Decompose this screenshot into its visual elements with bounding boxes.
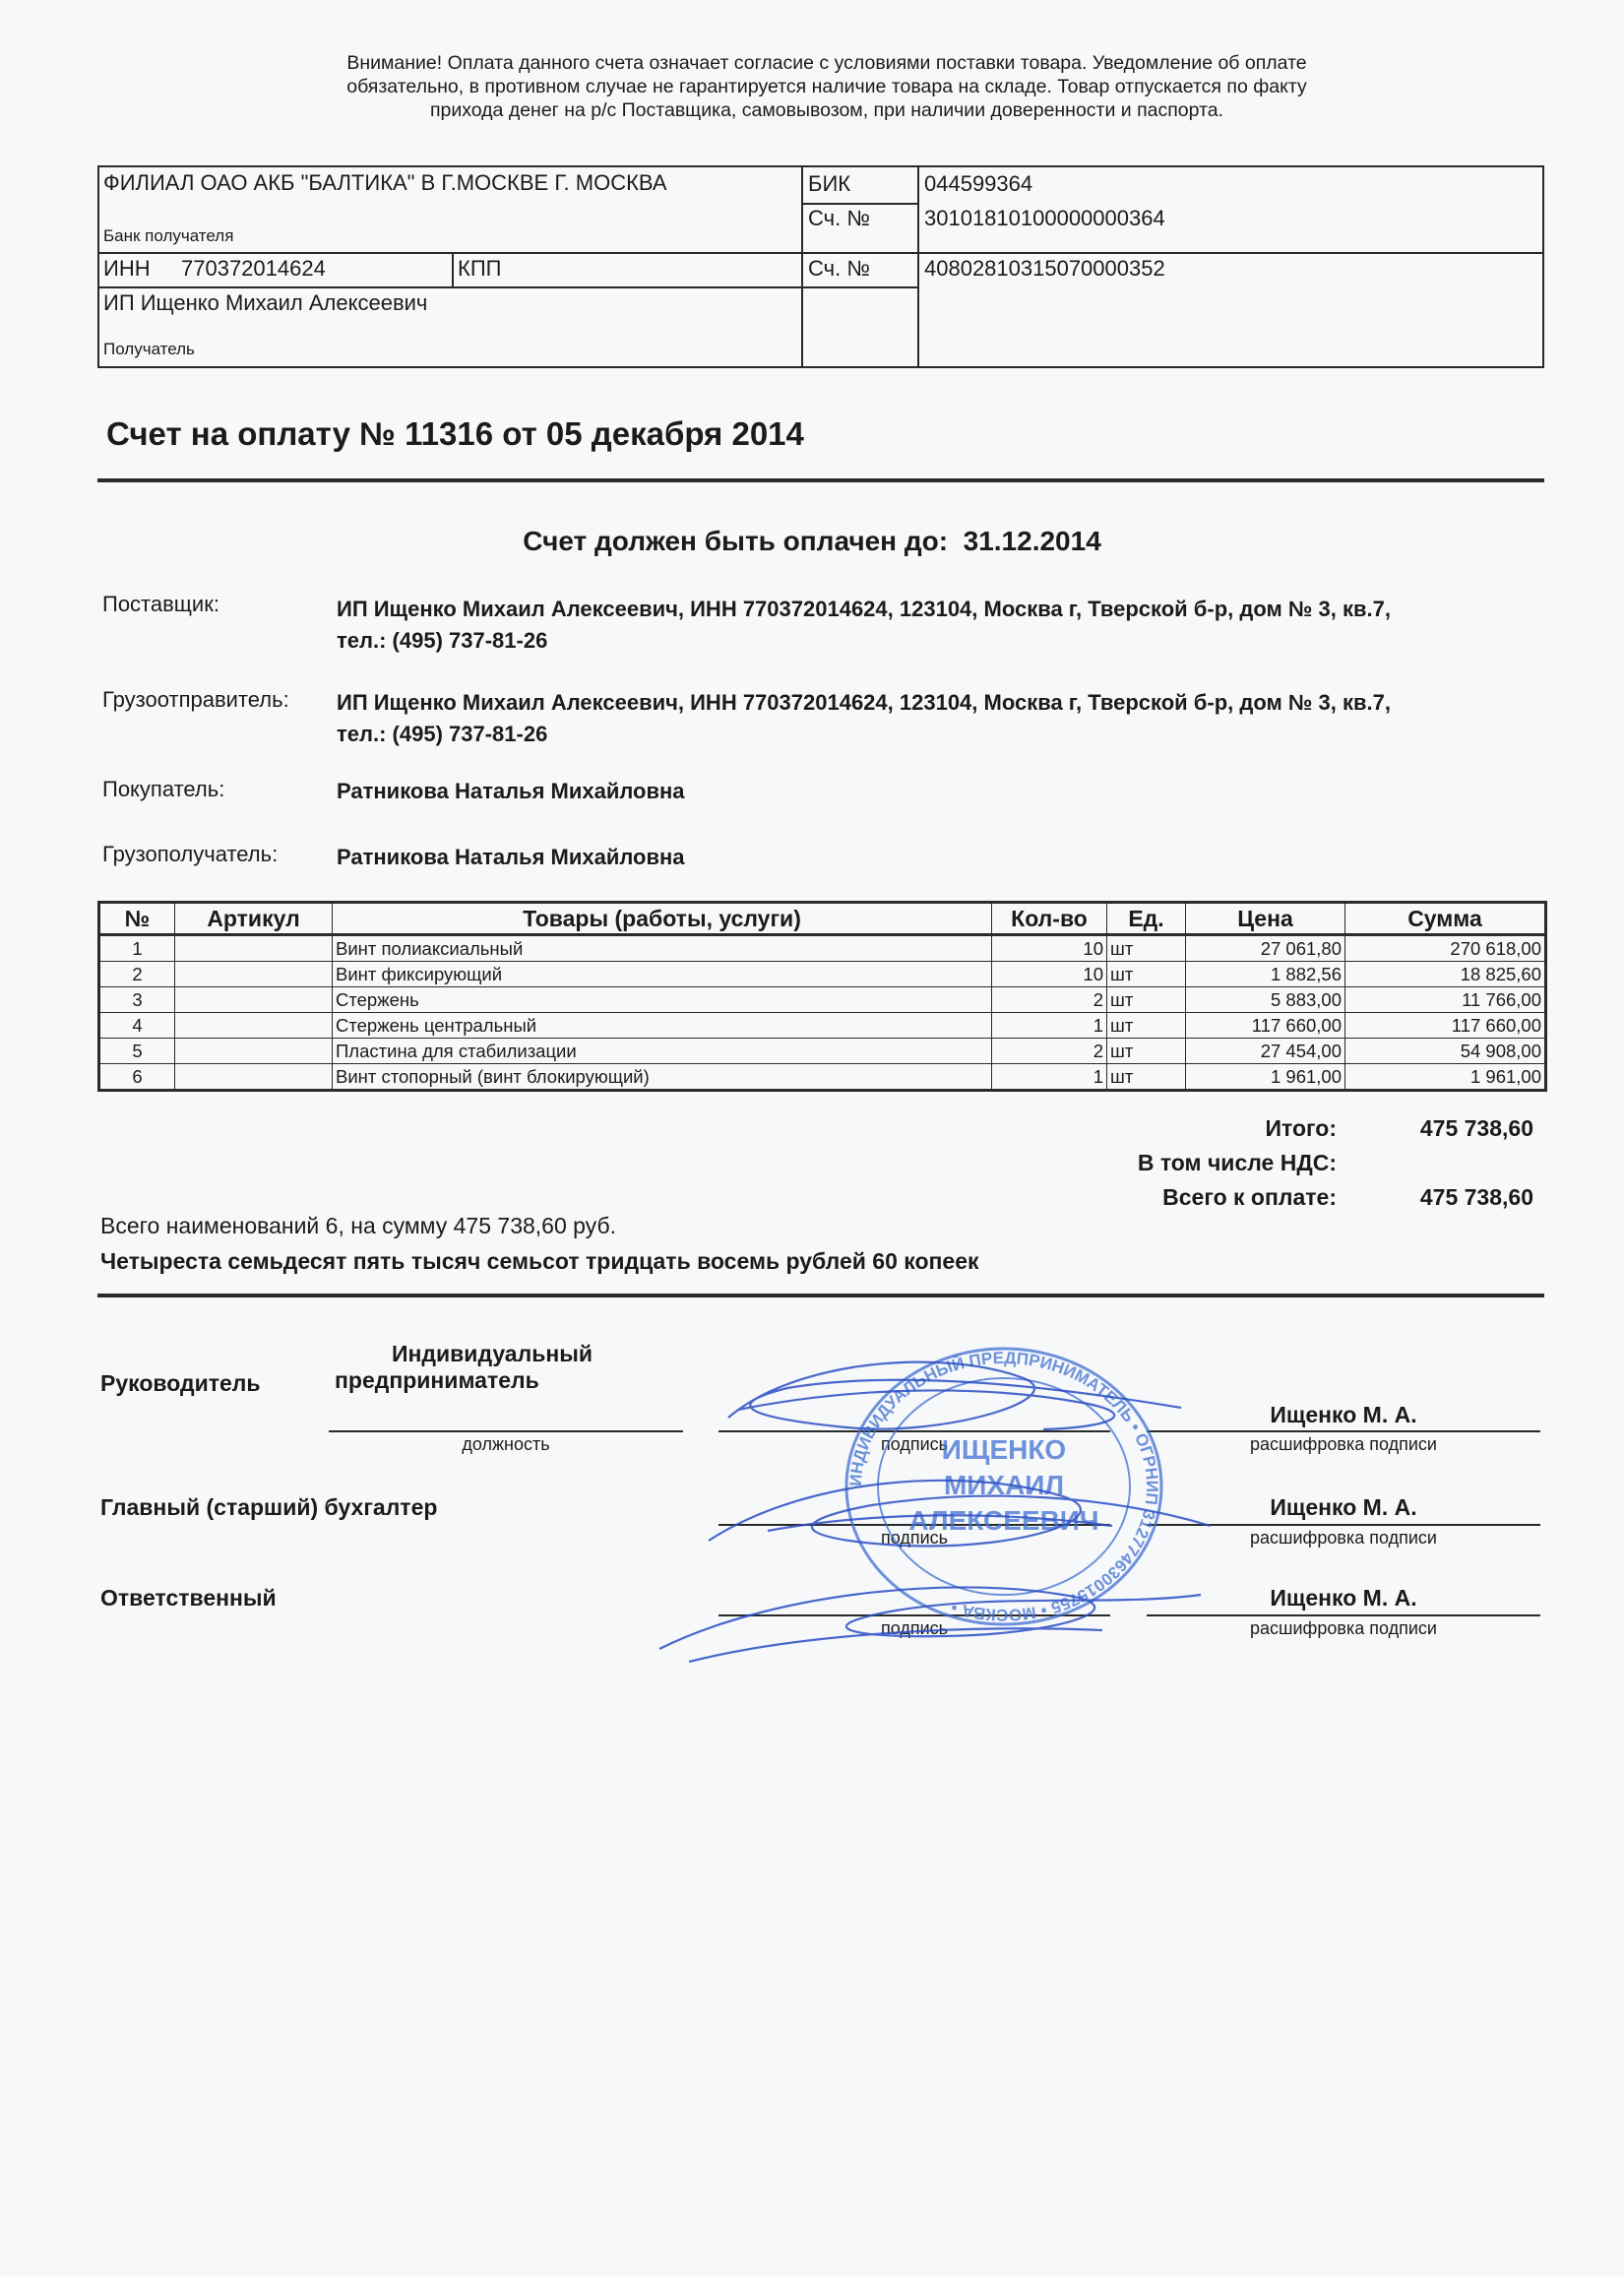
responsible-signature-caption: подпись — [880, 1618, 949, 1638]
table-row — [99, 962, 1546, 987]
col-header-unit: Ед. — [1107, 903, 1186, 935]
payable-value: 475 738,60 — [1419, 1184, 1533, 1210]
col-header-sum: Сумма — [1345, 903, 1546, 935]
shipper-line-2: тел.: (495) 737-81-26 — [337, 722, 548, 746]
row-article — [175, 1013, 333, 1039]
row-unit: шт — [1107, 1064, 1186, 1091]
handwritten-signatures — [650, 1349, 1240, 1674]
accountant-name: Ищенко М. А. — [1270, 1494, 1417, 1520]
row-article — [175, 987, 333, 1013]
buyer-value: Ратникова Наталья Михайловна — [337, 779, 685, 803]
row-name: Стержень центральный — [333, 1013, 992, 1039]
stamp-line-2: МИХАИЛ — [943, 1470, 1065, 1500]
row-name: Пластина для стабилизации — [333, 1039, 992, 1064]
row-article — [175, 962, 333, 987]
total-value: 475 738,60 — [1419, 1115, 1533, 1141]
payment-notice — [295, 51, 1358, 122]
row-sum: 117 660,00 — [1345, 1013, 1546, 1039]
table-row — [99, 1013, 1546, 1039]
stamp-ring-text: ИНДИВИДУАЛЬНЫЙ ПРЕДПРИНИМАТЕЛЬ • ОГРНИП 312774630015755 • МОСКВА • — [845, 1348, 1162, 1625]
col-header-article: Артикул — [175, 903, 333, 935]
position-caption: должность — [462, 1434, 550, 1454]
vat-label: В том числе НДС: — [1137, 1150, 1337, 1175]
buyer-label: Покупатель: — [102, 777, 225, 801]
responsible-signature-scribble — [659, 1587, 1201, 1649]
corr-account-value: 30101810100000000364 — [924, 206, 1165, 230]
supplier-value — [337, 594, 1537, 657]
row-qty: 10 — [992, 962, 1107, 987]
row-number: 6 — [99, 1064, 175, 1091]
row-price: 117 660,00 — [1186, 1013, 1345, 1039]
row-price: 1 961,00 — [1186, 1064, 1345, 1091]
supplier-line-2: тел.: (495) 737-81-26 — [337, 628, 548, 653]
due-date-label: Счет должен быть оплачен до: — [523, 526, 949, 556]
responsible-signature-stroke — [689, 1628, 1102, 1662]
head-position — [335, 1341, 689, 1394]
position-line — [329, 1430, 683, 1432]
row-name: Винт стопорный (винт блокирующий) — [333, 1064, 992, 1091]
row-article — [175, 1064, 333, 1091]
recipient-name: ИП Ищенко Михаил Алексеевич — [103, 290, 428, 315]
row-number: 2 — [99, 962, 175, 987]
row-sum: 1 961,00 — [1345, 1064, 1546, 1091]
col-header-price: Цена — [1186, 903, 1345, 935]
notice-line-3: прихода денег на р/с Поставщика, самовывозом, при наличии доверенности и паспорта. — [429, 99, 1224, 121]
row-unit: шт — [1107, 935, 1186, 962]
table-row — [99, 1039, 1546, 1064]
row-number: 5 — [99, 1039, 175, 1064]
notice-line-2: обязательно, в противном случае не гарантируется наличие товара на складе. Товар отпускается по факту — [346, 76, 1307, 97]
head-label: Руководитель — [100, 1370, 261, 1396]
bank-label: Банк получателя — [103, 226, 234, 245]
row-article — [175, 1039, 333, 1064]
accountant-signature-caption: подпись — [880, 1528, 949, 1548]
responsible-name: Ищенко М. А. — [1270, 1585, 1417, 1611]
table-row — [99, 987, 1546, 1013]
accountant-decode-caption: расшифровка подписи — [1250, 1528, 1437, 1548]
bank-details-table — [97, 165, 1544, 368]
invoice-title: Счет на оплату № 11316 от 05 декабря 2014 — [106, 415, 804, 452]
responsible-decode-caption: расшифровка подписи — [1250, 1618, 1437, 1638]
stamp-line-3: АЛЕКСЕЕВИЧ — [908, 1505, 1099, 1536]
head-position-line-1: Индивидуальный — [392, 1341, 593, 1366]
table-header-row — [99, 903, 1546, 935]
amount-in-words: Четыреста семьдесят пять тысяч семьсот тридцать восемь рублей 60 копеек — [100, 1248, 979, 1274]
row-unit: шт — [1107, 987, 1186, 1013]
row-unit: шт — [1107, 962, 1186, 987]
row-qty: 2 — [992, 987, 1107, 1013]
row-number: 1 — [99, 935, 175, 962]
head-name: Ищенко М. А. — [1270, 1402, 1417, 1427]
row-qty: 1 — [992, 1013, 1107, 1039]
inn-value: 770372014624 — [181, 256, 326, 281]
col-header-qty: Кол-во — [992, 903, 1107, 935]
payable-label: Всего к оплате: — [1162, 1184, 1337, 1210]
row-price: 1 882,56 — [1186, 962, 1345, 987]
accountant-signature-scribble — [709, 1481, 1211, 1547]
shipper-label: Грузоотправитель: — [102, 687, 289, 712]
table-row — [99, 935, 1546, 962]
bank-name: ФИЛИАЛ ОАО АКБ "БАЛТИКА" В Г.МОСКВЕ Г. МОСКВА — [103, 170, 667, 195]
stamp-line-1: ИЩЕНКО — [941, 1434, 1067, 1465]
bik-value: 044599364 — [924, 171, 1033, 196]
items-table — [97, 901, 1547, 1092]
row-number: 3 — [99, 987, 175, 1013]
shipper-line-1: ИП Ищенко Михаил Алексеевич, ИНН 770372014624, 123104, Москва г, Тверской б-р, дом № 3, кв.7, — [337, 690, 1391, 715]
notice-line-1: Внимание! Оплата данного счета означает согласие с условиями поставки товара. Уведомление об оплате — [346, 52, 1307, 74]
head-decode-caption: расшифровка подписи — [1250, 1434, 1437, 1454]
head-position-line-2: предприниматель — [335, 1367, 539, 1393]
corr-account-label: Сч. № — [808, 206, 870, 230]
row-unit: шт — [1107, 1039, 1186, 1064]
supplier-label: Поставщик: — [102, 592, 219, 616]
row-article — [175, 935, 333, 962]
row-sum: 18 825,60 — [1345, 962, 1546, 987]
consignee-value: Ратникова Наталья Михайловна — [337, 845, 685, 869]
row-qty: 1 — [992, 1064, 1107, 1091]
row-sum: 11 766,00 — [1345, 987, 1546, 1013]
supplier-line-1: ИП Ищенко Михаил Алексеевич, ИНН 770372014624, 123104, Москва г, Тверской б-р, дом № 3, кв.7, — [337, 597, 1391, 621]
accountant-label: Главный (старший) бухгалтер — [100, 1494, 438, 1520]
col-header-goods: Товары (работы, услуги) — [333, 903, 992, 935]
row-number: 4 — [99, 1013, 175, 1039]
row-name: Винт фиксирующий — [333, 962, 992, 987]
table-row — [99, 1064, 1546, 1091]
row-name: Стержень — [333, 987, 992, 1013]
recipient-label: Получатель — [103, 340, 195, 358]
col-header-number: № — [99, 903, 175, 935]
inn-label: ИНН — [103, 256, 151, 281]
due-date-value: 31.12.2014 — [963, 526, 1101, 556]
row-price: 27 061,80 — [1186, 935, 1345, 962]
row-name: Винт полиаксиальный — [333, 935, 992, 962]
row-qty: 10 — [992, 935, 1107, 962]
row-price: 5 883,00 — [1186, 987, 1345, 1013]
accountant-signature-stroke — [768, 1515, 1112, 1531]
responsible-label: Ответственный — [100, 1585, 277, 1611]
head-signature-stroke — [738, 1390, 1114, 1429]
shipper-value — [337, 687, 1537, 750]
row-qty: 2 — [992, 1039, 1107, 1064]
bik-label: БИК — [808, 171, 851, 196]
row-sum: 270 618,00 — [1345, 935, 1546, 962]
due-date-line — [0, 526, 1624, 557]
head-signature-caption: подпись — [880, 1434, 949, 1454]
kpp-label: КПП — [458, 256, 502, 281]
row-unit: шт — [1107, 1013, 1186, 1039]
account-value: 40802810315070000352 — [924, 256, 1165, 281]
total-label: Итого: — [1265, 1115, 1337, 1141]
account-label: Сч. № — [808, 256, 870, 281]
items-summary: Всего наименований 6, на сумму 475 738,60 руб. — [100, 1213, 617, 1238]
row-price: 27 454,00 — [1186, 1039, 1345, 1064]
consignee-label: Грузополучатель: — [102, 842, 279, 866]
summary-rule — [97, 1294, 1544, 1297]
row-sum: 54 908,00 — [1345, 1039, 1546, 1064]
title-rule — [97, 478, 1544, 482]
